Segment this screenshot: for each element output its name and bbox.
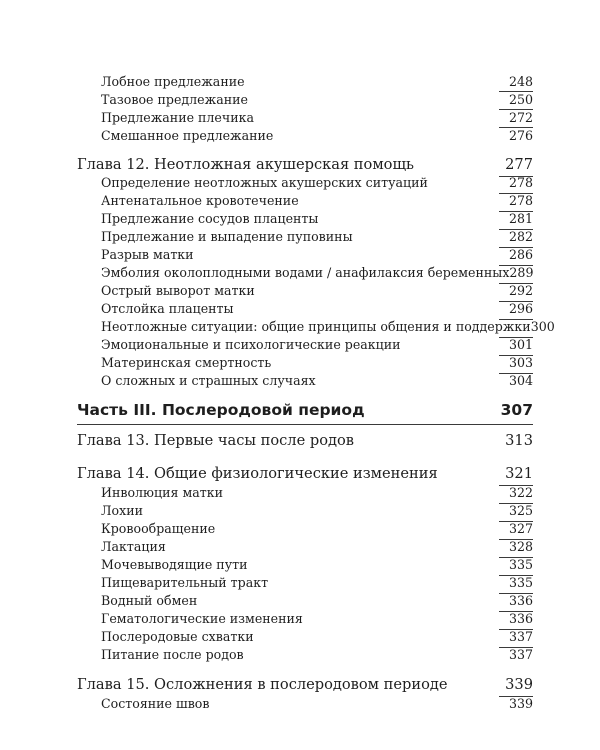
toc-entry bbox=[101, 521, 533, 539]
toc-entry-title: Лактация bbox=[101, 539, 166, 554]
toc-chapter-14 bbox=[77, 465, 533, 485]
toc-entry bbox=[101, 485, 533, 503]
toc-entry bbox=[101, 74, 533, 92]
chapter-title: Глава 12. Неотложная акушерская помощь bbox=[77, 156, 414, 173]
toc-entry-title: Кровообращение bbox=[101, 521, 216, 536]
toc-entry-page: 250 bbox=[508, 92, 533, 107]
toc-entry-title: Эмоциональные и психологические реакции bbox=[101, 337, 401, 352]
toc-entry-page: 303 bbox=[508, 355, 533, 370]
toc-entry-title: Разрыв матки bbox=[101, 247, 194, 262]
toc-entry-page: 281 bbox=[508, 211, 533, 226]
toc-entry-title: Отслойка плаценты bbox=[101, 301, 234, 316]
toc-entry-title: Неотложные ситуации: общие принципы общения и поддержки bbox=[101, 319, 531, 334]
toc-entry bbox=[101, 110, 533, 128]
toc-entry-page: 292 bbox=[508, 283, 533, 298]
toc-entry-title: Состояние швов bbox=[101, 696, 210, 711]
toc-entry bbox=[101, 92, 533, 110]
toc-entry-page: 301 bbox=[508, 337, 533, 352]
toc-entry bbox=[101, 647, 533, 665]
toc-entry-title: Эмболия околоплодными водами / анафилаксия беременных bbox=[101, 265, 510, 280]
toc-entry bbox=[101, 503, 533, 521]
part-rule bbox=[77, 424, 533, 425]
toc-entry-page: 328 bbox=[508, 539, 533, 554]
toc-entry bbox=[101, 211, 533, 229]
toc-entry-page: 276 bbox=[508, 128, 533, 143]
toc-entry-title: Питание после родов bbox=[101, 647, 244, 662]
toc-entry-title: Лобное предлежание bbox=[101, 74, 245, 89]
toc-entry-page: 322 bbox=[508, 485, 533, 500]
toc-entry-page: 289 bbox=[509, 265, 534, 280]
toc-entry-page: 248 bbox=[508, 74, 533, 89]
chapter-page: 339 bbox=[505, 676, 533, 693]
toc-entry bbox=[101, 283, 533, 301]
toc-entry bbox=[101, 629, 533, 647]
toc-entry-page: 335 bbox=[508, 557, 533, 572]
toc-entry bbox=[101, 247, 533, 265]
part-page: 307 bbox=[500, 401, 533, 419]
toc-entry bbox=[101, 593, 533, 611]
toc-chapter-13 bbox=[77, 432, 533, 452]
toc-chapter-12 bbox=[77, 156, 533, 176]
part-title: Часть III. Послеродовой период bbox=[77, 401, 365, 419]
toc-entry-title: Инволюция матки bbox=[101, 485, 223, 500]
toc-entry-page: 336 bbox=[508, 593, 533, 608]
chapter-page: 321 bbox=[505, 465, 533, 482]
toc-entry bbox=[101, 337, 533, 355]
chapter-page: 277 bbox=[505, 156, 533, 173]
toc-entry-page: 335 bbox=[508, 575, 533, 590]
toc-entry-title: Мочевыводящие пути bbox=[101, 557, 248, 572]
toc-entry-page: 337 bbox=[508, 629, 533, 644]
toc-entry-page: 336 bbox=[508, 611, 533, 626]
toc-entry-title: Гематологические изменения bbox=[101, 611, 303, 626]
toc-entry-title: Послеродовые схватки bbox=[101, 629, 254, 644]
toc-entry-page: 286 bbox=[508, 247, 533, 262]
toc-entry-title: Острый выворот матки bbox=[101, 283, 255, 298]
toc-entry bbox=[101, 319, 555, 337]
toc-entry-page: 272 bbox=[508, 110, 533, 125]
toc-entry-page: 337 bbox=[508, 647, 533, 662]
toc-entry bbox=[101, 229, 533, 247]
chapter-title: Глава 14. Общие физиологические изменения bbox=[77, 465, 438, 482]
toc-entry-page: 325 bbox=[508, 503, 533, 518]
toc-entry-title: Предлежание плечика bbox=[101, 110, 254, 125]
toc-entry-title: Предлежание сосудов плаценты bbox=[101, 211, 319, 226]
toc-entry-page: 282 bbox=[508, 229, 533, 244]
toc-entry-title: Антенатальное кровотечение bbox=[101, 193, 299, 208]
toc-entry-title: Водный обмен bbox=[101, 593, 198, 608]
toc-entry bbox=[101, 373, 533, 391]
toc-entry bbox=[101, 193, 533, 211]
toc-entry-title: Определение неотложных акушерских ситуаций bbox=[101, 175, 428, 190]
toc-part-3 bbox=[77, 401, 533, 423]
toc-entry bbox=[101, 265, 533, 283]
chapter-title: Глава 15. Осложнения в послеродовом периоде bbox=[77, 676, 448, 693]
toc-entry-title: Пищеварительный тракт bbox=[101, 575, 269, 590]
toc-entry bbox=[101, 575, 533, 593]
toc-entry bbox=[101, 611, 533, 629]
toc-entry-title: Лохии bbox=[101, 503, 143, 518]
toc-entry-title: О сложных и страшных случаях bbox=[101, 373, 316, 388]
toc-entry bbox=[101, 301, 533, 319]
chapter-title: Глава 13. Первые часы после родов bbox=[77, 432, 354, 449]
toc-entry-page: 339 bbox=[508, 696, 533, 711]
toc-entry-page: 278 bbox=[508, 175, 533, 190]
toc-entry-page: 327 bbox=[508, 521, 533, 536]
toc-entry bbox=[101, 539, 533, 557]
chapter-page: 313 bbox=[505, 432, 533, 449]
toc-entry-page: 300 bbox=[530, 319, 555, 334]
toc-entry-title: Предлежание и выпадение пуповины bbox=[101, 229, 353, 244]
toc-entry bbox=[101, 128, 533, 146]
toc-chapter-15 bbox=[77, 676, 533, 696]
toc-entry-title: Смешанное предлежание bbox=[101, 128, 274, 143]
toc-entry bbox=[101, 557, 533, 575]
toc-entry-title: Тазовое предлежание bbox=[101, 92, 248, 107]
toc-entry bbox=[101, 355, 533, 373]
toc-entry-page: 296 bbox=[508, 301, 533, 316]
toc-entry-page: 278 bbox=[508, 193, 533, 208]
toc-entry-title: Материнская смертность bbox=[101, 355, 272, 370]
toc-entry bbox=[101, 175, 533, 193]
toc-entry-page: 304 bbox=[508, 373, 533, 388]
toc-entry bbox=[101, 696, 533, 714]
